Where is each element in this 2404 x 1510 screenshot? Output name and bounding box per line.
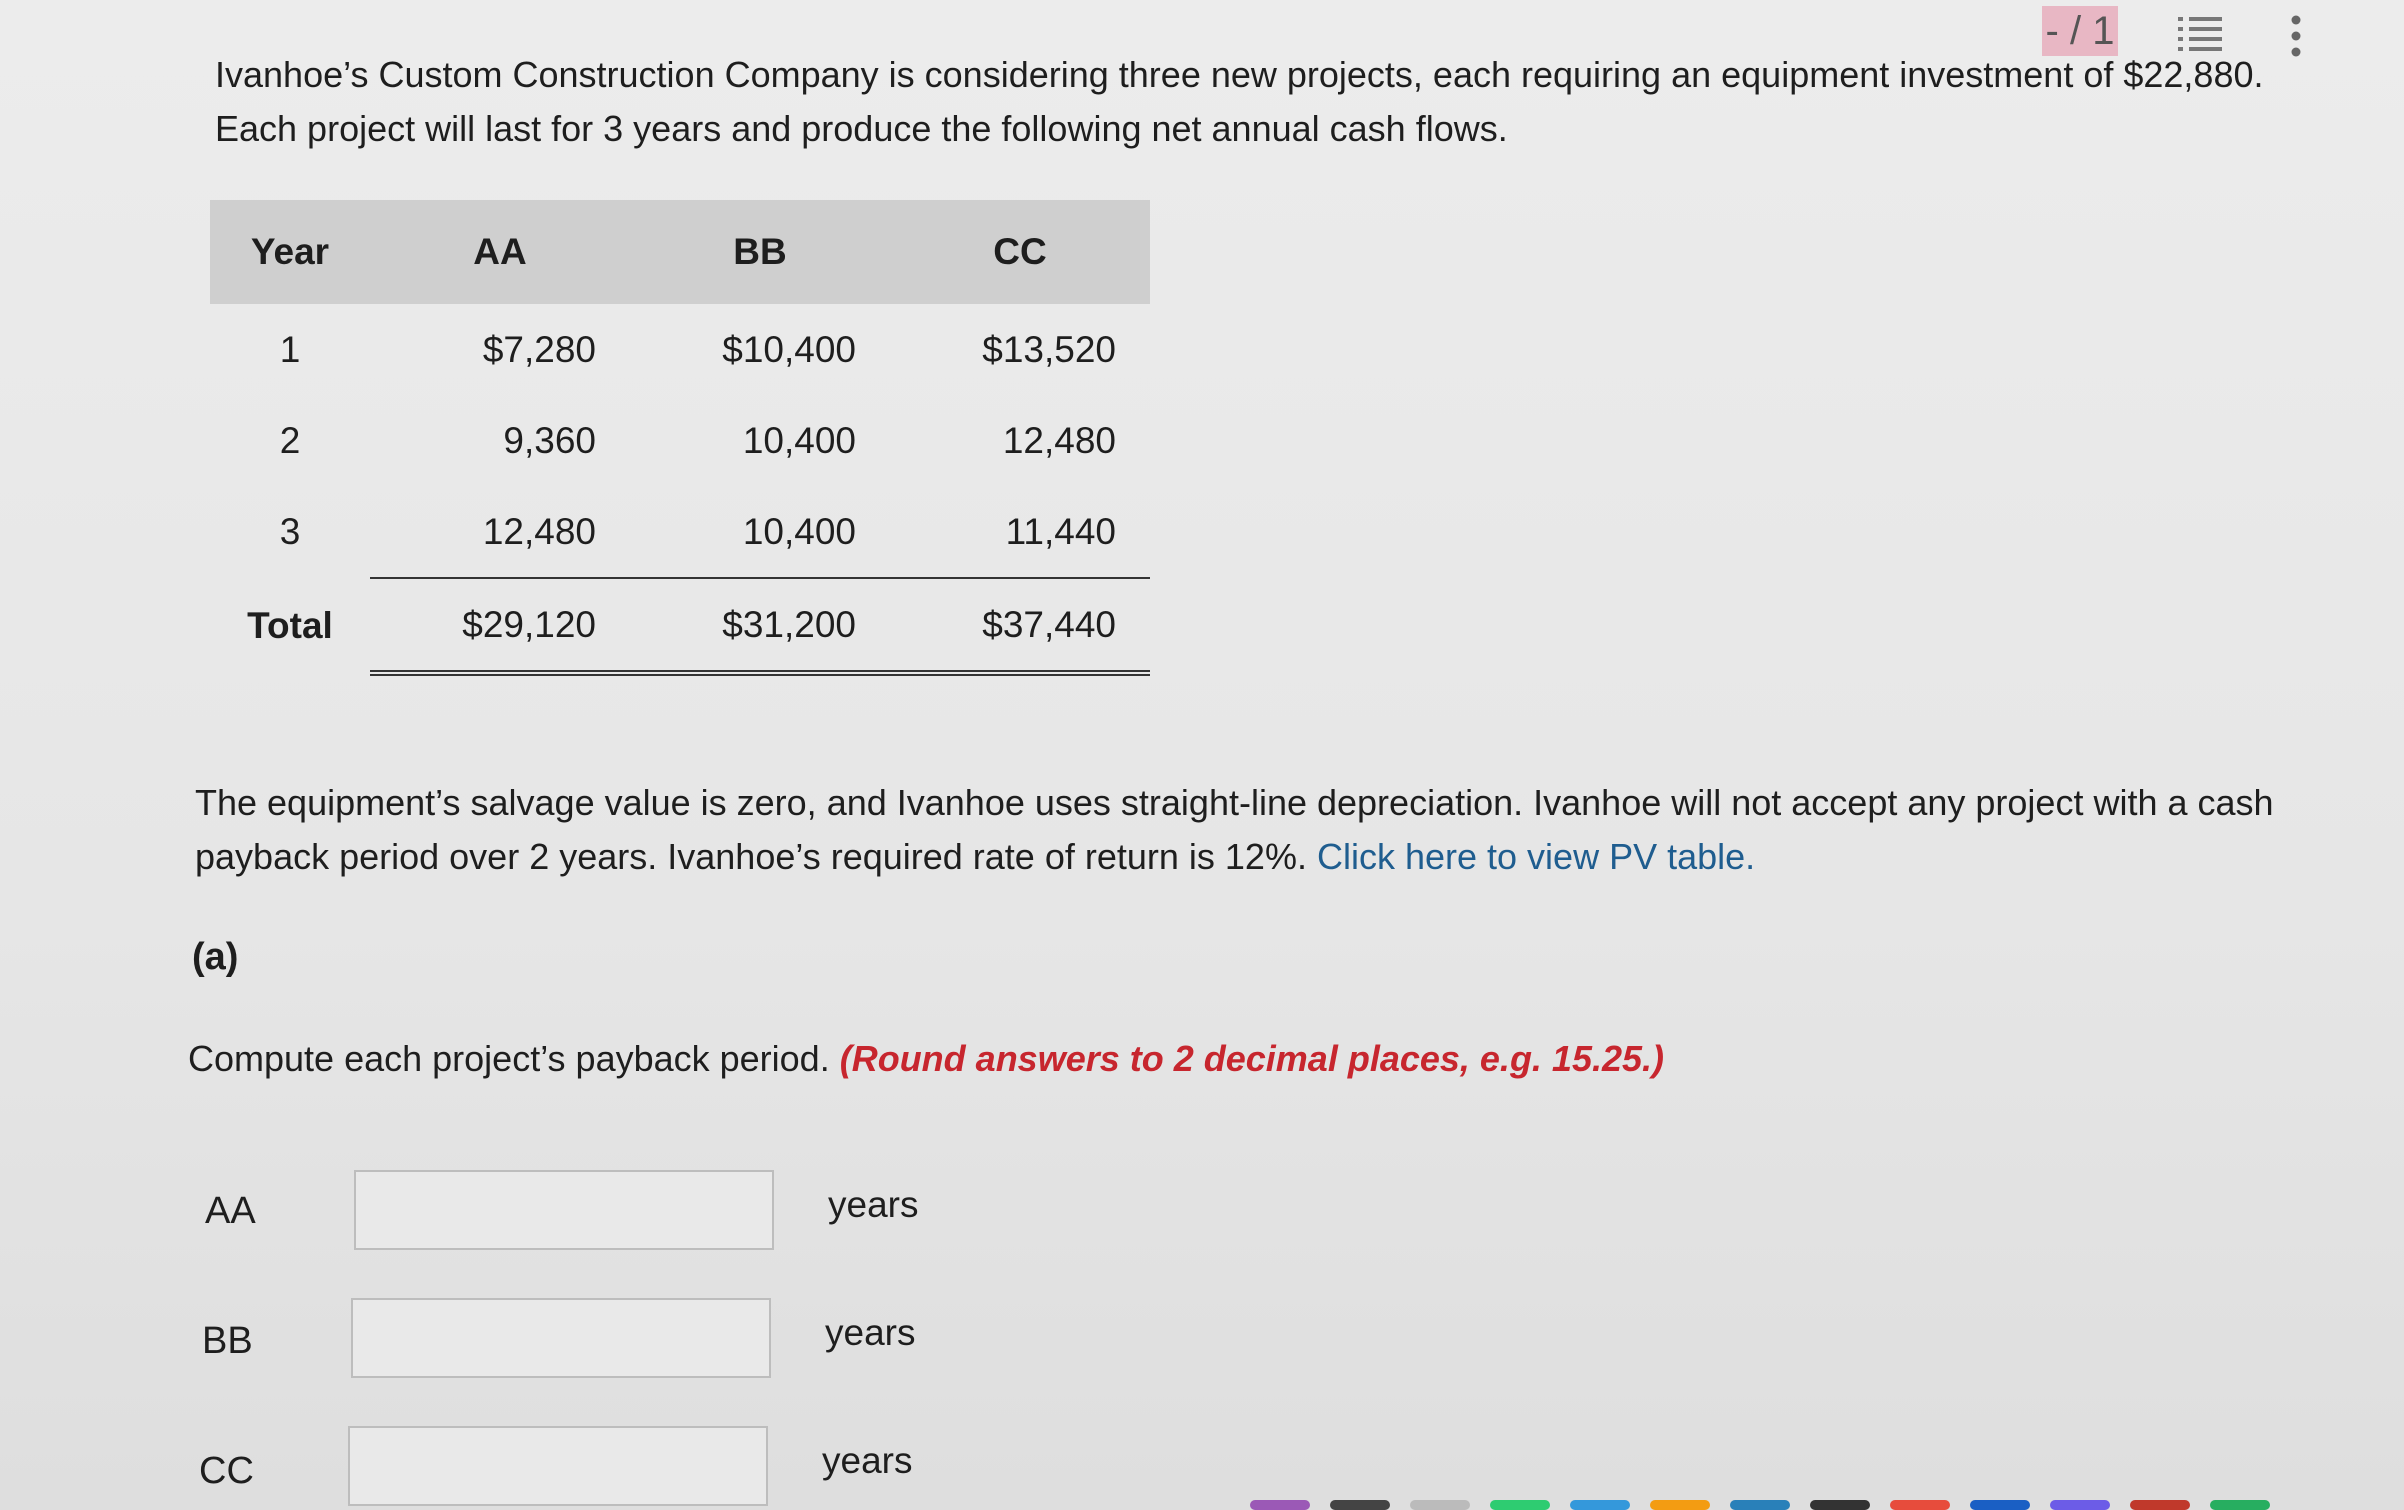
- problem-intro: Ivanhoe’s Custom Construction Company is considering three new projects, each requiring an equipment investment of $22,880. Each project will last for 3 years and produce the following net annual cash flows.: [215, 54, 2264, 149]
- cc-total: $37,440: [890, 578, 1150, 673]
- question-text: Compute each project’s payback period.: [188, 1038, 840, 1079]
- answer-input-bb[interactable]: [351, 1298, 771, 1378]
- header-bb: BB: [630, 200, 890, 304]
- header-year: Year: [210, 200, 370, 304]
- details-text: The equipment’s salvage value is zero, and Ivanhoe uses straight-line depreciation. Ivanhoe will not accept any project with a cash payback period over 2 years. Ivanhoe’s required rate of return is 12%.: [195, 782, 2274, 877]
- part-label: (a): [192, 936, 239, 978]
- table-row: [210, 395, 1150, 486]
- bb-cell: 10,400: [742, 419, 856, 461]
- answer-label-bb: BB: [202, 1320, 253, 1362]
- year-cell: 3: [279, 511, 301, 552]
- cc-cell: 12,480: [1002, 419, 1116, 461]
- table-header-row: [210, 200, 1150, 304]
- answer-input-cc[interactable]: [348, 1426, 768, 1506]
- unit-label-cc: years: [822, 1440, 913, 1481]
- table-total-row: [210, 578, 1150, 673]
- year-cell: 2: [279, 419, 301, 461]
- problem-details: [195, 776, 2275, 884]
- cash-flow-table: [210, 200, 1150, 676]
- table-row: [210, 486, 1150, 578]
- aa-cell: $7,280: [482, 328, 596, 370]
- answer-label-aa: AA: [205, 1190, 256, 1232]
- year-cell: 1: [279, 328, 301, 370]
- aa-total: $29,120: [370, 578, 630, 673]
- unit-label-bb: years: [825, 1312, 916, 1353]
- header-cc: CC: [890, 200, 1150, 304]
- cc-cell: 11,440: [890, 486, 1150, 578]
- question-prompt: [188, 1038, 1664, 1080]
- answer-label-cc: CC: [199, 1450, 254, 1492]
- bb-cell: 10,400: [630, 486, 890, 578]
- bb-cell: $10,400: [722, 328, 856, 370]
- answer-input-aa[interactable]: [354, 1170, 774, 1250]
- pv-table-link[interactable]: Click here to view PV table.: [1316, 836, 1756, 877]
- aa-cell: 12,480: [370, 486, 630, 578]
- table-row: [210, 304, 1150, 395]
- cc-cell: $13,520: [982, 328, 1116, 370]
- bb-total: $31,200: [630, 578, 890, 673]
- page-indicator[interactable]: - / 1: [2042, 6, 2118, 56]
- total-label: Total: [247, 604, 333, 646]
- unit-label-aa: years: [828, 1184, 919, 1225]
- aa-cell: 9,360: [503, 419, 596, 461]
- rounding-hint: (Round answers to 2 decimal places, e.g. 15.25.): [839, 1038, 1665, 1079]
- dock-icons: [1240, 1496, 2404, 1510]
- header-aa: AA: [370, 200, 630, 304]
